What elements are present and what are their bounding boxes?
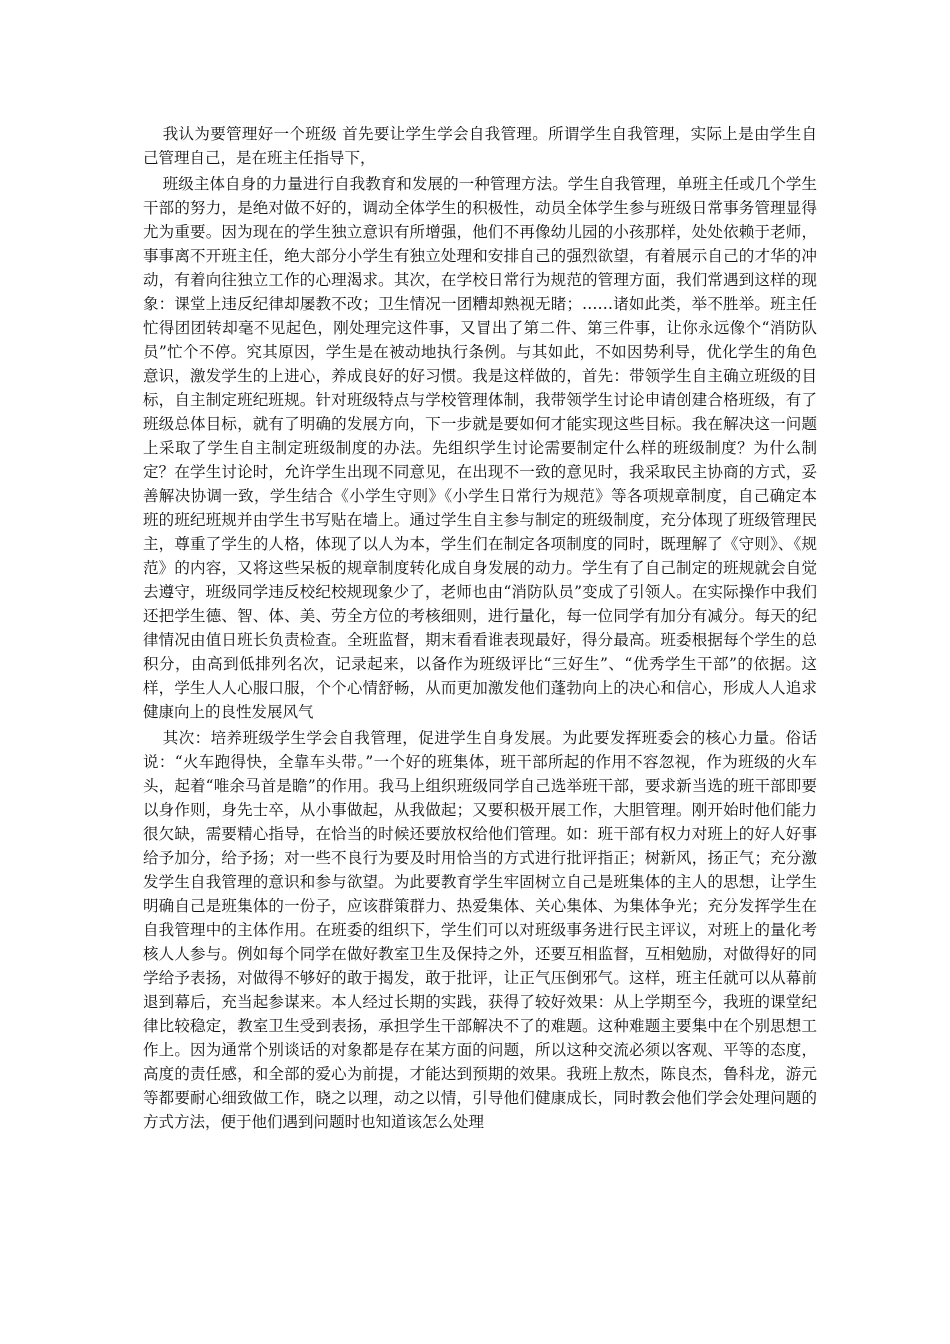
paragraph-first: 班级主体自身的力量进行自我教育和发展的一种管理方法。学生自我管理，单班主任或几个学生干部的努力，是绝对做不好的，调动全体学生的积极性，动员全体学生参与班级日常事务管理显得尤为重要。因为现在的学生独立意识有所增强，他们不再像幼儿园的小孩那样，处处依赖于老师，事事离不开班主任，绝大部分小学生有独立处理和安排自己的强烈欲望，有着展示自己的才华的冲动，有着向往独立工作的心理渴求。其次，在学校日常行为规范的管理方面，我们常遇到这样的现象：课堂上违反纪律却屡教不改；卫生情况一团糟却熟视无睹；……诸如此类，举不胜举。班主任忙得团团转却毫不见起色，刚处理完这件事，又冒出了第二件、第三件事，让你永远像个“消防队员”忙个不停。究其原因，学生是在被动地执行条例。与其如此，不如因势利导，优化学生的角色意识，激发学生的上进心，养成良好的好习惯。我是这样做的，首先：带领学生自主确立班级的目标，自主制定班纪班规。针对班级特点与学校管理体制，我带领学生讨论申请创建合格班级，有了班级总体目标，就有了明确的发展方向，下一步就是要如何才能实现这些目标。我在解决这一问题上采取了学生自主制定班级制度的办法。先组织学生讨论需要制定什么样的班级制度？为什么制定？在学生讨论时，允许学生出现不同意见，在出现不一致的意见时，我采取民主协商的方式，妥善解决协调一致，学生结合《小学生守则》《小学生日常行为规范》等各项规章制度，自己确定本班的班纪班规并由学生书写贴在墙上。通过学生自主参与制定的班级制度，充分体现了班级管理民主，尊重了学生的人格，体现了以人为本，学生们在制定各项制度的同时，既理解了《守则》、《规范》的内容，又将这些呆板的规章制度转化成自身发展的动力。学生有了自己制定的班规就会自觉去遵守，班级同学违反校纪校规现象少了，老师也由“消防队员”变成了引领人。在实际操作中我们还把学生德、智、体、美、劳全方位的考核细则，进行量化，每一位同学有加分有减分。每天的纪律情况由值日班长负责检查。全班监督，期末看看谁表现最好，得分最高。班委根据每个学生的总积分，由高到低排列名次，记录起来，以备作为班级评比“三好生”、“优秀学生干部”的依据。这样，学生人人心服口服，个个心情舒畅，从而更加激发他们蓬勃向上的决心和信心，形成人人追求健康向上的良性发展风气 (143, 175, 817, 721)
paragraph-intro: 我认为要管理好一个班级 首先要让学生学会自我管理。所谓学生自我管理，实际上是由学生自己管理自己，是在班主任指导下， (143, 125, 817, 167)
document-body (143, 122, 817, 1134)
paragraph-second: 其次：培养班级学生学会自我管理，促进学生自身发展。为此要发挥班委会的核心力量。俗话说：“火车跑得快，全靠车头带。”一个好的班集体，班干部所起的作用不容忽视，作为班级的火车头，起着“唯余马首是瞻”的作用。我马上组织班级同学自己选举班干部，要求新当选的班干部即要以身作则，身先士卒，从小事做起，从我做起；又要积极开展工作，大胆管理。刚开始时他们能力很欠缺，需要精心指导，在恰当的时候还要放权给他们管理。如：班干部有权力对班上的好人好事给予加分，给予扬；对一些不良行为要及时用恰当的方式进行批评指正；树新风，扬正气；充分激发学生自我管理的意识和参与欲望。为此要教育学生牢固树立自己是班集体的主人的思想，让学生明确自己是班集体的一份子，应该群策群力、热爱集体、关心集体、为集体争光；充分发挥学生在自我管理中的主体作用。在班委的组织下，学生们可以对班级事务进行民主评议，对班上的量化考核人人参与。例如每个同学在做好教室卫生及保持之外，还要互相监督，互相勉励，对做得好的同学给予表扬，对做得不够好的敢于揭发，敢于批评，让正气压倒邪气。这样，班主任就可以从幕前退到幕后，充当起参谋来。本人经过长期的实践，获得了较好效果：从上学期至今，我班的课堂纪律比较稳定，教室卫生受到表扬，承担学生干部解决不了的难题。这种难题主要集中在个别思想工作上。因为通常个别谈话的对象都是存在某方面的问题，所以这种交流必须以客观、平等的态度，高度的责任感，和全部的爱心为前提，才能达到预期的效果。我班上敖杰，陈良杰，鲁科龙，游元等都要耐心细致做工作，晓之以理，动之以情，引导他们健康成长，同时教会他们学会处理问题的方式方法，便于他们遇到问题时也知道该怎么处理 (143, 729, 817, 1131)
